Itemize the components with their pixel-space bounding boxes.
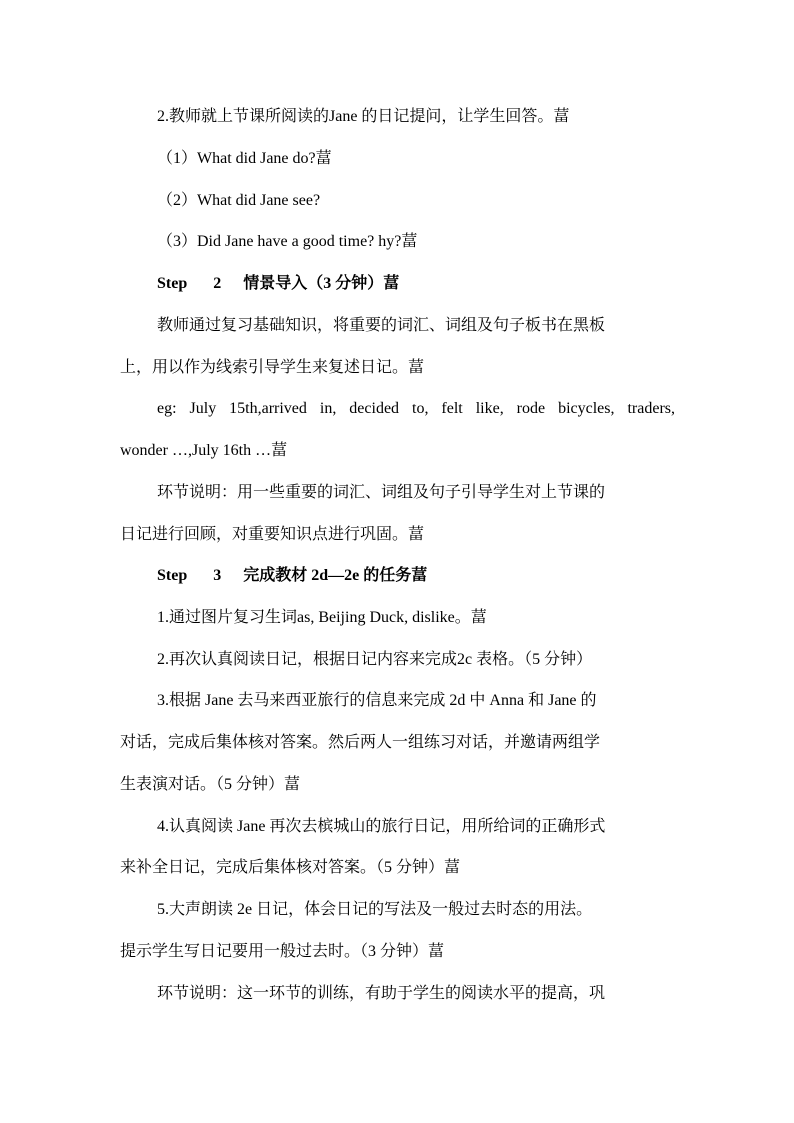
question-1: （1）What did Jane do?葍 [157, 150, 332, 167]
step-2-word: Step [157, 275, 188, 292]
step-3-heading [157, 565, 427, 587]
paragraph-line: 上，用以作为线索引导学生来复述日记。葍 [120, 359, 425, 376]
question-2: （2）What did Jane see? [157, 192, 321, 209]
task-5-cont: 提示学生写日记要用一般过去时。（3 分钟）葍 [120, 943, 445, 960]
task-4-cont: 来补全日记，完成后集体核对答案。（5 分钟）葍 [120, 859, 461, 876]
step-2-number: 2 [213, 275, 222, 292]
question-intro: 2.教师就上节课所阅读的Jane 的日记提问，让学生回答。葍 [157, 108, 570, 125]
task-5: 5.大声朗读 2e 日记，体会日记的写法及一般过去时态的用法。 [157, 901, 593, 918]
paragraph-line: eg: July 15th,arrived in, decided to, felt like, rode bicycles, traders, [157, 400, 675, 417]
task-4: 4.认真阅读 Jane 再次去槟城山的旅行日记，用所给词的正确形式 [157, 818, 606, 835]
task-2: 2.再次认真阅读日记，根据日记内容来完成2c 表格。（5 分钟） [157, 651, 593, 668]
section-note: 环节说明：这一环节的训练，有助于学生的阅读水平的提高，巩 [157, 985, 606, 1002]
task-3-cont: 对话，完成后集体核对答案。然后两人一组练习对话，并邀请两组学 [120, 734, 601, 751]
step-2-heading [157, 273, 399, 295]
question-3: （3）Did Jane have a good time? hy?葍 [157, 233, 418, 250]
section-note: 环节说明：用一些重要的词汇、词组及句子引导学生对上节课的 [157, 484, 606, 501]
step-3-word: Step [157, 567, 188, 584]
paragraph-line: 教师通过复习基础知识，将重要的词汇、词组及句子板书在黑板 [157, 317, 606, 334]
step-3-title: 完成教材 2d—2e 的任务葍 [243, 567, 428, 584]
section-note-cont: 日记进行回顾，对重要知识点进行巩固。葍 [120, 526, 425, 543]
task-1: 1.通过图片复习生词as, Beijing Duck, dislike。葍 [157, 609, 487, 626]
step-3-number: 3 [213, 567, 222, 584]
task-3-cont: 生表演对话。（5 分钟）葍 [120, 776, 301, 793]
paragraph-line: wonder …,July 16th …葍 [120, 442, 288, 459]
task-3: 3.根据 Jane 去马来西亚旅行的信息来完成 2d 中 Anna 和 Jane 的 [157, 692, 597, 709]
step-2-title: 情景导入（3 分钟）葍 [243, 275, 400, 292]
